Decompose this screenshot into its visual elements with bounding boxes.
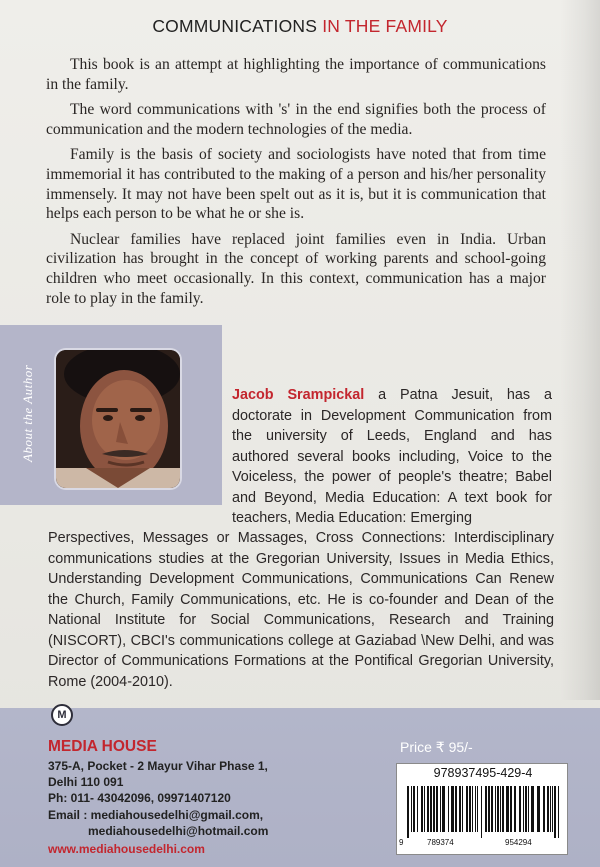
barcode-bar xyxy=(430,786,432,832)
barcode-bar xyxy=(485,786,487,832)
author-portrait-image xyxy=(56,350,180,488)
barcode-bar xyxy=(475,786,476,832)
author-bio-text: a Patna Jesuit, has a doctorate in Development Communication from the university of Leeds, England and has authored several books including, Voice to the Voiceless, the power of people's theatre; Babel and Beyond, Media Education: A text book for teachers, Media Education: Emerging xyxy=(232,387,552,526)
barcode-bar xyxy=(411,786,412,832)
publisher-address-1: 375-A, Pocket - 2 Mayur Vihar Phase 1, xyxy=(48,759,268,773)
barcode-bar xyxy=(528,786,529,832)
barcode-bars xyxy=(403,786,563,838)
barcode-bar xyxy=(407,786,409,838)
barcode-bar xyxy=(506,786,509,832)
title-main: COMMUNICATIONS xyxy=(152,16,318,36)
author-name: Jacob Srampickal xyxy=(232,387,365,403)
title-accent: IN THE FAMILY xyxy=(322,16,448,36)
barcode-bar xyxy=(424,786,425,832)
author-photo xyxy=(56,350,180,488)
barcode-bar xyxy=(448,786,449,832)
barcode-bar xyxy=(413,786,415,832)
barcode-bar xyxy=(510,786,512,832)
author-bio-bottom: Perspectives, Messages or Massages, Cross Connections: Interdisciplinary communications studies at the Gregorian University, Issues in Media Ethics, Understanding Development Communications, Communications Can Renew the Church, Family Communications, etc. He is co-founder and Dean of the National Institute for Social Communications, Research and Training (NISCORT), CBCI's communications college at Gaziabad \New Delhi, and was Director of Communications Formations at the Pontifical Gregorian University, Rome (2004-2010). xyxy=(48,530,554,690)
publisher-name: MEDIA HOUSE xyxy=(48,738,157,755)
barcode-bar xyxy=(558,786,559,838)
barcode-digits-right: 954294 xyxy=(505,838,532,847)
barcode-bar xyxy=(537,786,540,832)
barcode-bar xyxy=(451,786,454,832)
barcode-bar xyxy=(519,786,521,832)
spine-shadow xyxy=(560,0,600,700)
barcode-digits-left: 789374 xyxy=(427,838,454,847)
barcode-bar xyxy=(469,786,471,832)
barcode-bar xyxy=(427,786,429,832)
barcode-bar xyxy=(554,786,556,838)
barcode-bar xyxy=(417,786,418,832)
barcode-bar xyxy=(440,786,441,832)
blurb-paragraph: Nuclear families have replaced joint families even in India. Urban civilization has brought in the concept of working parents and school-going children who meet occasionally. In this context, communication has a major role to play in the family. xyxy=(46,230,546,307)
publisher-email-1: Email : mediahousedelhi@gmail.com, xyxy=(48,807,264,822)
barcode-bar xyxy=(477,786,478,832)
barcode-bar xyxy=(472,786,473,832)
barcode-bar xyxy=(543,786,545,832)
blurb-paragraph: This book is an attempt at highlighting the importance of communications in the family. xyxy=(46,56,546,93)
isbn-barcode xyxy=(396,763,568,855)
barcode-bar xyxy=(523,786,524,832)
publisher-address-2: Delhi 110 091 xyxy=(48,775,124,790)
barcode-bar xyxy=(514,786,516,832)
publisher-contact xyxy=(48,758,378,839)
barcode-bar xyxy=(421,786,423,832)
barcode-bar xyxy=(481,786,482,838)
publisher-phone: Ph: 011- 43042096, 09971407120 xyxy=(48,791,231,806)
barcode-bar xyxy=(552,786,553,832)
book-title xyxy=(0,16,600,37)
barcode-bar xyxy=(436,786,438,832)
barcode-bar xyxy=(433,786,435,832)
publisher-email-2: mediahousedelhi@hotmail.com xyxy=(88,823,269,838)
barcode-bar xyxy=(462,786,463,832)
author-bio-top xyxy=(232,385,552,529)
publisher-website: www.mediahousedelhi.com xyxy=(48,842,205,856)
barcode-bar xyxy=(455,786,457,832)
barcode-bar xyxy=(531,786,534,832)
barcode-bar xyxy=(491,786,493,832)
barcode-bar xyxy=(550,786,551,832)
barcode-bar xyxy=(488,786,490,832)
barcode-bar xyxy=(547,786,549,832)
barcode-bar xyxy=(495,786,496,832)
book-price: Price ₹ 95/- xyxy=(400,739,473,755)
barcode-bar xyxy=(525,786,527,832)
barcode-bar xyxy=(500,786,501,832)
barcode-bar xyxy=(466,786,468,832)
barcode-digit-lead: 9 xyxy=(399,838,404,847)
isbn-number: 978937495-429-4 xyxy=(433,766,533,780)
barcode-bar xyxy=(442,786,445,832)
publisher-logo-icon: M xyxy=(51,704,73,726)
blurb-paragraph: The word communications with 's' in the end signifies both the process of communication and the modern technologies of the media. xyxy=(46,101,546,138)
barcode-bar xyxy=(497,786,499,832)
barcode-bar xyxy=(459,786,461,832)
about-author-label: About the Author xyxy=(20,364,35,462)
book-blurb xyxy=(46,55,546,314)
blurb-paragraph: Family is the basis of society and sociologists have noted that from time immemorial it has contributed to the making of a person and his/her personality immensely. It may not have been spelt out as it is, but it is communication that helps each person to be what he or she is. xyxy=(46,146,546,223)
barcode-bar xyxy=(502,786,504,832)
